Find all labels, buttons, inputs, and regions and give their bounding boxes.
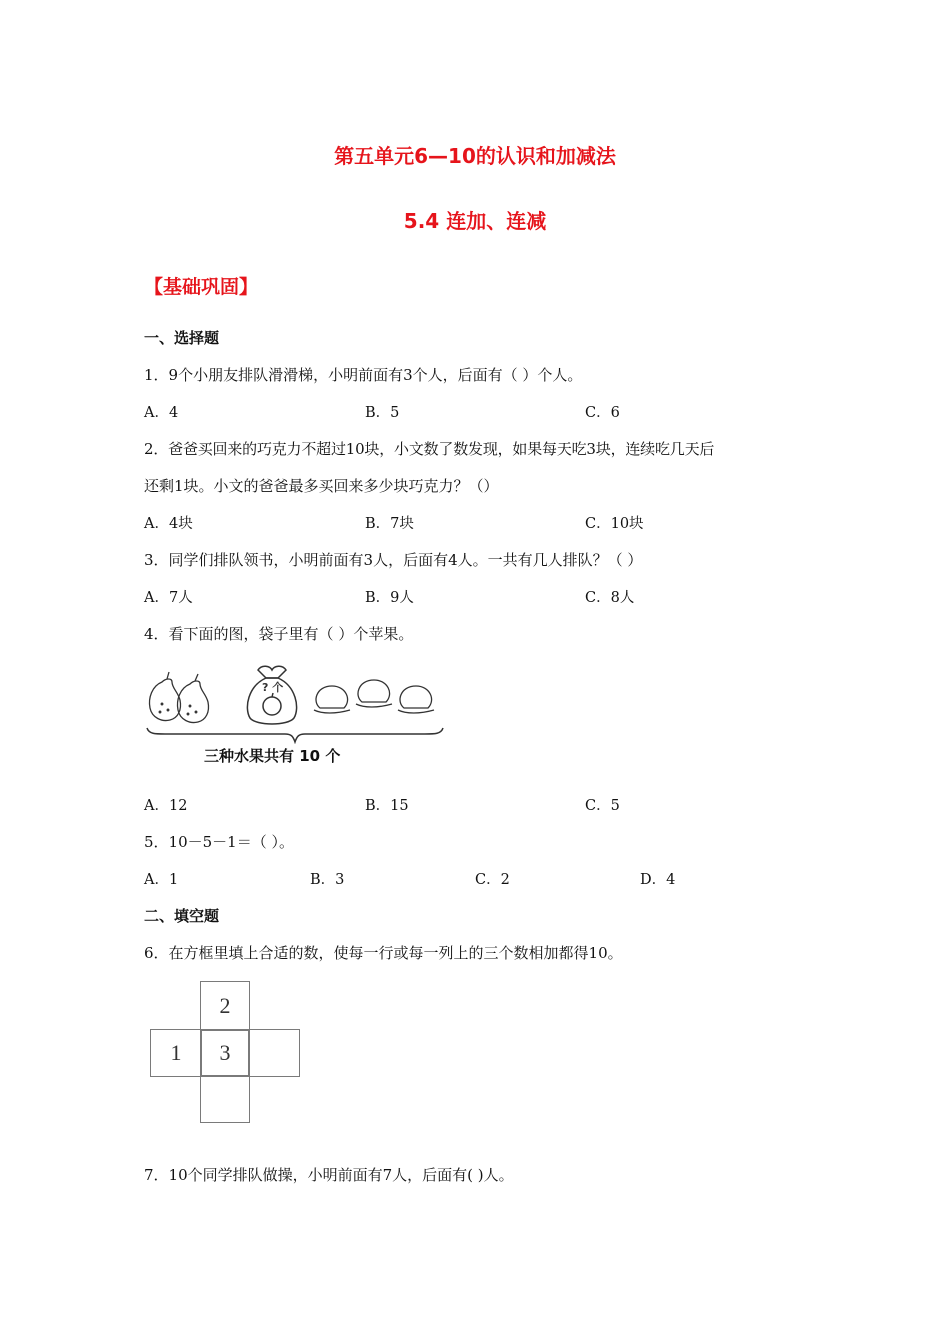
q3-option-a[interactable]: A．7人 [144, 590, 193, 606]
pear-icon [150, 672, 181, 721]
question-3: 3．同学们排队领书，小明前面有3人，后面有4人。一共有几人排队？（ ） [144, 551, 643, 569]
q2-option-c[interactable]: C．10块 [585, 516, 644, 532]
part1-heading: 一、选择题 [144, 329, 220, 347]
q5-option-c[interactable]: C．2 [475, 872, 510, 888]
brace-icon [145, 724, 445, 744]
unit-title: 第五单元6—10的认识和加减法 [334, 144, 616, 168]
question-4: 4．看下面的图，袋子里有（ ）个苹果。 [144, 625, 414, 643]
grid-cell-top: 2 [200, 981, 250, 1031]
pear-icon [178, 674, 209, 723]
question-5: 5．10－5－1＝（ ）。 [144, 833, 294, 851]
q1-option-a[interactable]: A．4 [144, 405, 179, 421]
question-2-line2: 还剩1块。小文的爸爸最多买回来多少块巧克力？（） [144, 477, 499, 495]
grid-cell-bottom[interactable] [200, 1075, 250, 1123]
lesson-title: 5.4 连加、连减 [403, 209, 547, 233]
fruit-caption: 三种水果共有 10 个 [204, 747, 341, 765]
grid-cell-center: 3 [200, 1029, 250, 1077]
question-7: 7．10个同学排队做操，小明前面有7人，后面有( )人。 [144, 1166, 514, 1184]
section-label: 【基础巩固】 [144, 276, 259, 298]
q3-option-c[interactable]: C．8人 [585, 590, 635, 606]
part2-heading: 二、填空题 [144, 907, 220, 925]
grid-cell-left: 1 [150, 1029, 202, 1077]
q3-option-b[interactable]: B．9人 [365, 590, 414, 606]
q4-option-a[interactable]: A．12 [144, 798, 188, 814]
peach-icon [398, 686, 434, 713]
grid-cell-right[interactable] [248, 1029, 300, 1077]
question-2-line1: 2．爸爸买回来的巧克力不超过10块，小文数了数发现，如果每天吃3块，连续吃几天后 [144, 440, 715, 458]
q1-option-c[interactable]: C．6 [585, 405, 620, 421]
q4-option-b[interactable]: B．15 [365, 798, 409, 814]
q2-option-b[interactable]: B．7块 [365, 516, 414, 532]
peach-icon [314, 686, 350, 713]
q5-option-b[interactable]: B．3 [310, 872, 345, 888]
bag-icon [247, 666, 296, 724]
bag-label: ? 个 [262, 681, 284, 694]
question-1: 1．9个小朋友排队滑滑梯，小明前面有3个人，后面有（ ）个人。 [144, 366, 583, 384]
peach-icon [356, 680, 392, 707]
q1-option-b[interactable]: B．5 [365, 405, 400, 421]
fruit-illustration [140, 652, 450, 732]
q4-option-c[interactable]: C．5 [585, 798, 620, 814]
q5-option-d[interactable]: D．4 [640, 872, 676, 888]
question-6: 6．在方框里填上合适的数，使每一行或每一列上的三个数相加都得10。 [144, 944, 623, 962]
q2-option-a[interactable]: A．4块 [144, 516, 193, 532]
q5-option-a[interactable]: A．1 [144, 872, 179, 888]
